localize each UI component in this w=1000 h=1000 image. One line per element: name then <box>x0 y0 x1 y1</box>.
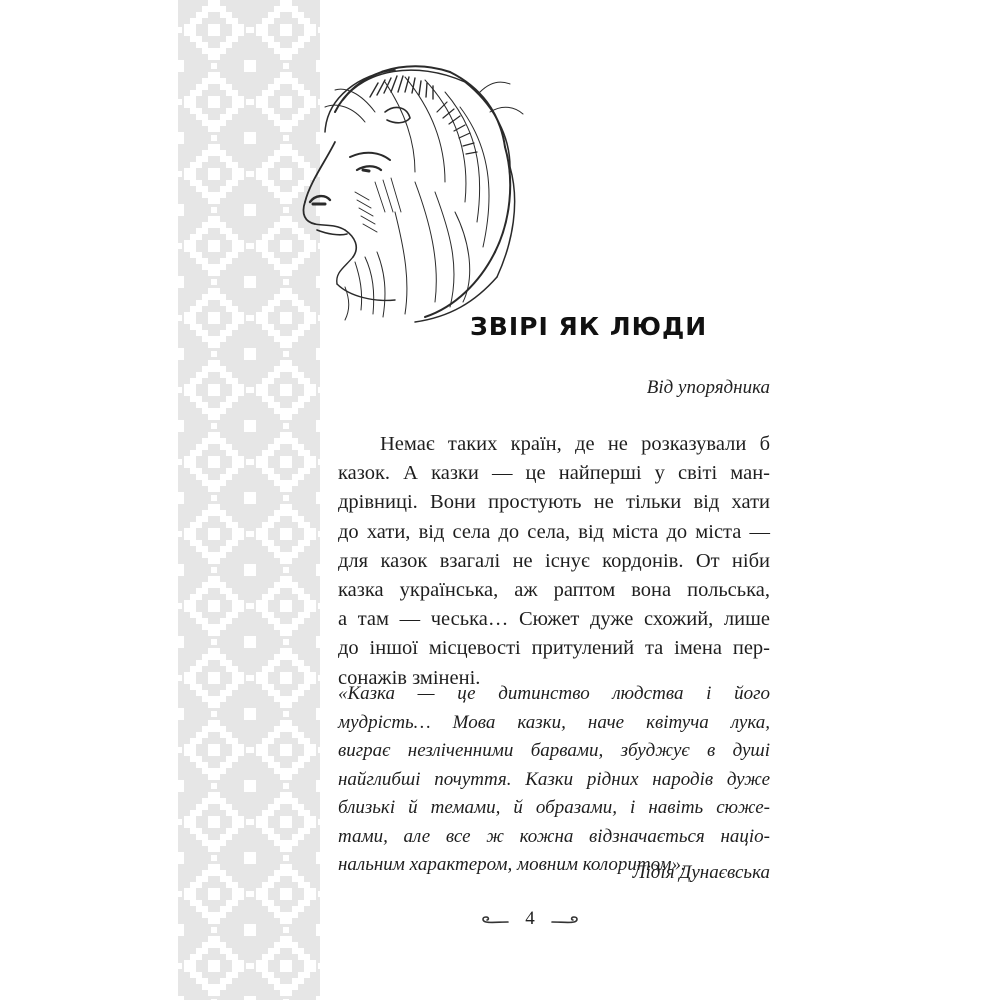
page-number: 4 <box>525 908 535 929</box>
chapter-title: ЗВІРІ ЯК ЛЮДИ <box>470 312 708 341</box>
body-line: а там — чеська… Сюжет дуже схожий, лише <box>338 608 770 631</box>
quote-line: виграє незліченними барвами, збуджує в душі <box>338 740 770 761</box>
quote-line: мудрість… Мова казки, наче квітуча лука, <box>338 711 770 733</box>
body-paragraph <box>338 430 770 693</box>
quote-block <box>338 680 770 880</box>
body-line: казок. А казки — це найперші у світі ман- <box>338 462 770 485</box>
quote-line: нальним характером, мовним колоритом». <box>338 854 686 875</box>
body-line: Немає таких країн, де не розказували б <box>380 433 770 455</box>
lion-head-illustration <box>265 52 535 324</box>
body-line: дрівниці. Вони простують не тільки від хати <box>338 491 770 514</box>
body-line: для казок взагалі не існує кордонів. От ніби <box>338 549 770 572</box>
body-line: до хати, від села до села, від міста до міста — <box>338 520 770 543</box>
body-line: сонажів змінені. <box>338 666 481 689</box>
quote-line: найглибші почуття. Казки рідних народів дуже <box>338 768 770 790</box>
swirl-right-icon <box>550 914 580 928</box>
quote-line: «Казка — це дитинство людства і його <box>338 683 770 704</box>
compiler-attribution: Від упорядника <box>646 377 770 398</box>
body-line: до іншої місцевості притулений та імена пер- <box>338 637 770 660</box>
quote-author: Лідія Дунаєвська <box>632 862 770 883</box>
quote-line: тами, але все ж кожна відзначається націо- <box>338 825 770 847</box>
swirl-left-icon <box>480 914 510 928</box>
quote-line: близькі й темами, й образами, і навіть сюже- <box>338 797 770 818</box>
page-number-footer <box>480 906 580 936</box>
body-line: казка українська, аж раптом вона польська, <box>338 578 770 601</box>
